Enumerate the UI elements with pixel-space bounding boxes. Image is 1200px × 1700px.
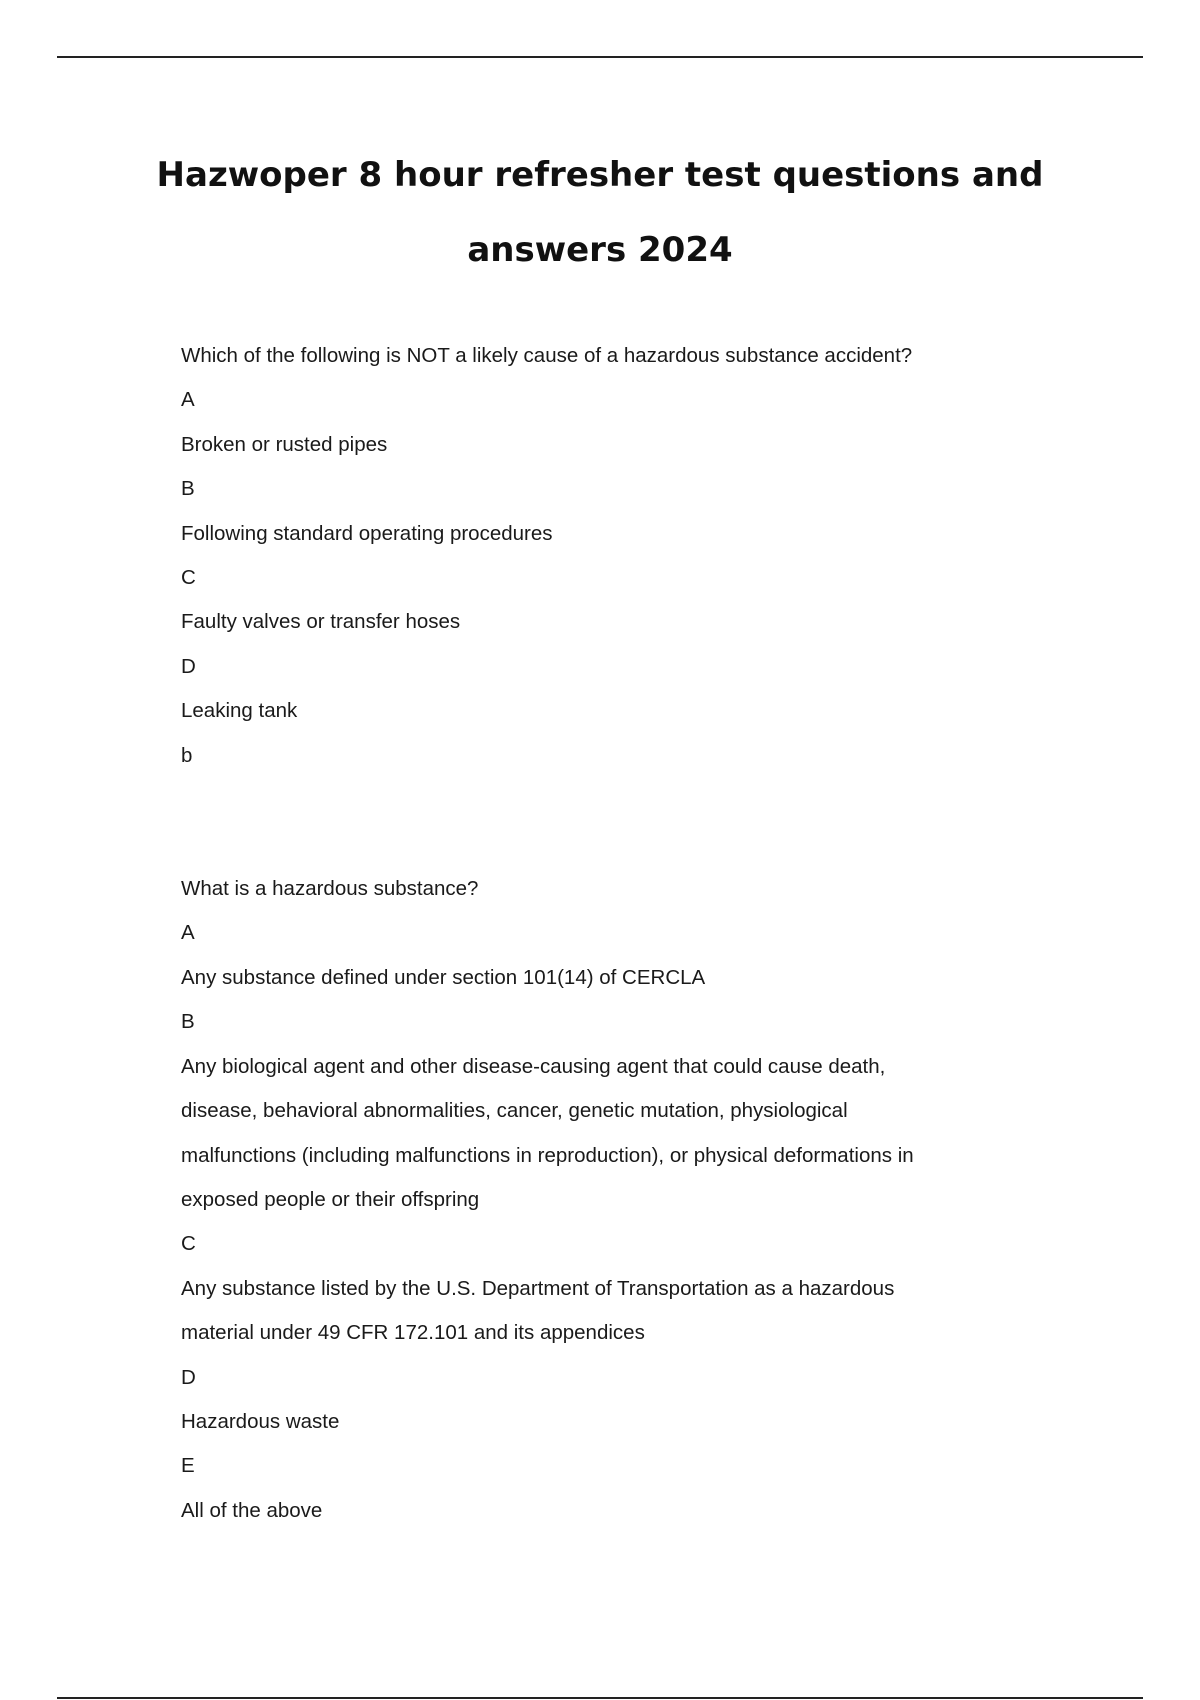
option-letter: C <box>181 1232 196 1256</box>
question-spacer <box>181 778 1011 867</box>
option-text: Hazardous waste <box>181 1409 340 1433</box>
option-text: Leaking tank <box>181 699 298 723</box>
option-text-line: malfunctions (including malfunctions in reproduction), or physical deformations in <box>181 1143 914 1167</box>
title-line-2: answers 2024 <box>467 230 733 270</box>
option-text: All of the above <box>181 1498 323 1522</box>
option-text: Any substance defined under section 101(14) of CERCLA <box>181 965 706 989</box>
question-text: What is a hazardous substance? <box>181 877 479 901</box>
question-list <box>181 334 1011 1533</box>
option-letter: D <box>181 654 196 678</box>
option-letter: A <box>181 921 195 945</box>
question-block-2 <box>181 867 1011 1533</box>
title-line-1: Hazwoper 8 hour refresher test questions and <box>156 155 1044 195</box>
option-text-line: Any biological agent and other disease-causing agent that could cause death, <box>181 1054 886 1078</box>
option-letter: C <box>181 566 196 590</box>
question-text: Which of the following is NOT a likely cause of a hazardous substance accident? <box>181 344 913 367</box>
option-text-line: disease, behavioral abnormalities, cancer, genetic mutation, physiological <box>181 1099 848 1123</box>
option-letter: D <box>181 1365 196 1389</box>
option-text: Faulty valves or transfer hoses <box>181 610 461 634</box>
option-letter: A <box>181 388 195 412</box>
option-letter: B <box>181 477 195 501</box>
top-rule <box>57 56 1143 58</box>
question-block-1 <box>181 334 1011 778</box>
option-letter: B <box>181 1010 195 1034</box>
option-text: Broken or rusted pipes <box>181 432 388 456</box>
document-title <box>150 138 1050 288</box>
answer-text: b <box>181 743 193 767</box>
option-text-line: Any substance listed by the U.S. Department of Transportation as a hazardous <box>181 1276 895 1300</box>
option-letter: E <box>181 1454 195 1478</box>
option-text-line: material under 49 CFR 172.101 and its appendices <box>181 1321 645 1345</box>
option-text: Following standard operating procedures <box>181 521 553 545</box>
bottom-rule <box>57 1697 1143 1699</box>
option-text-line: exposed people or their offspring <box>181 1187 480 1211</box>
